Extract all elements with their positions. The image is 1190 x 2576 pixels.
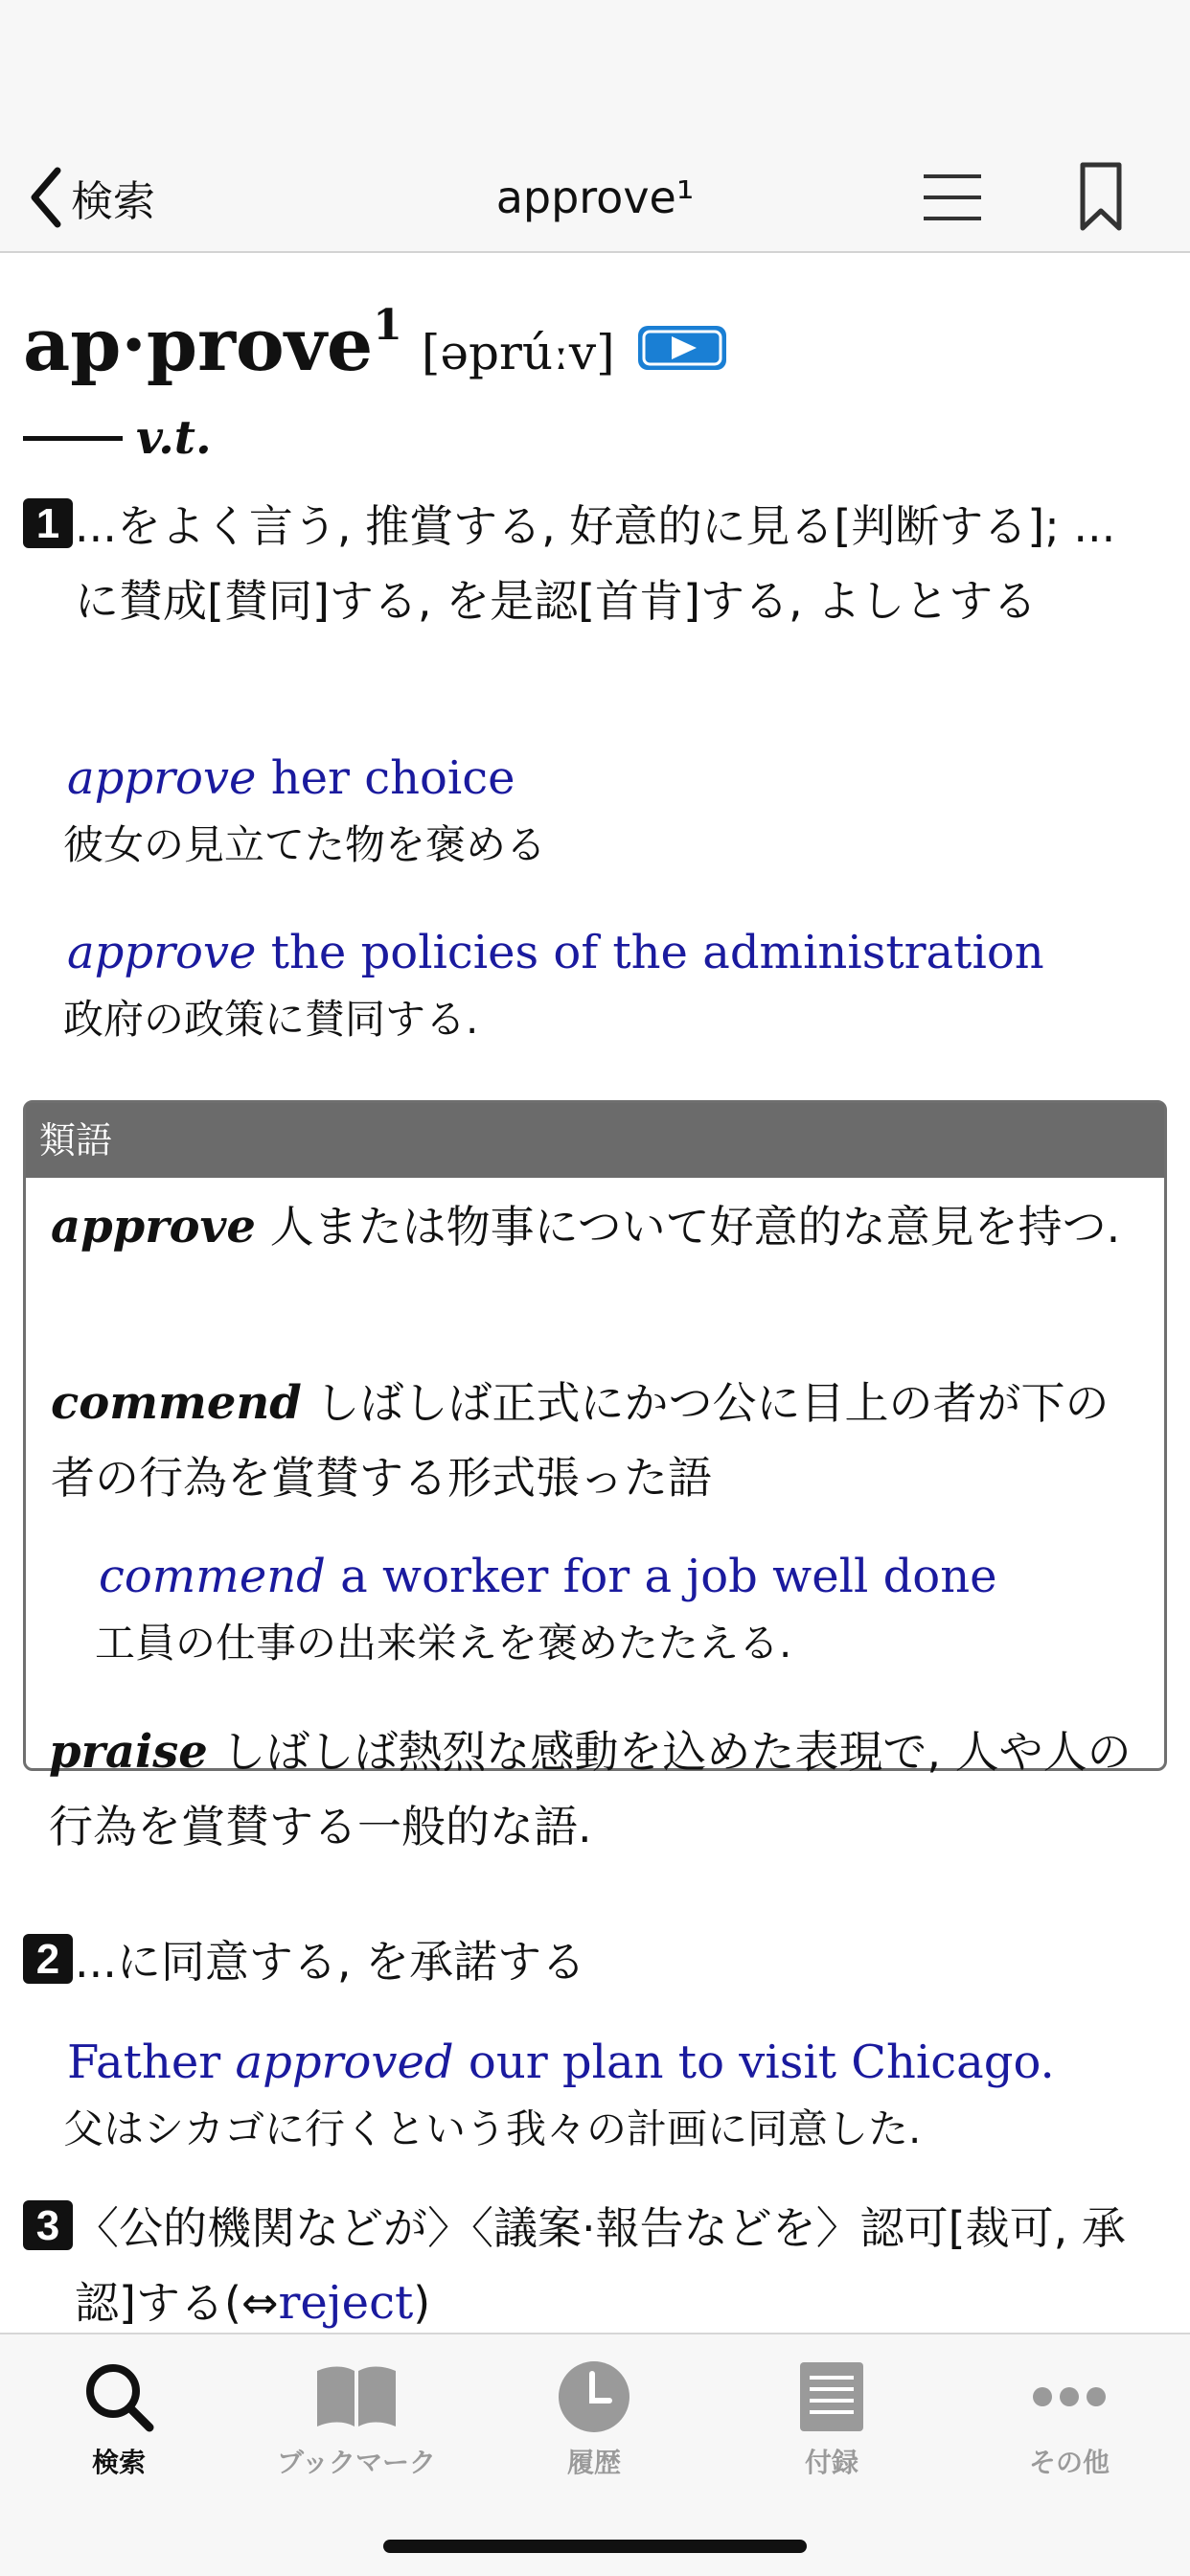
tab-bookmarks[interactable] — [238, 2334, 475, 2497]
sense-number: 3 — [23, 2200, 73, 2250]
headword — [23, 300, 402, 387]
example-keyword: approved — [235, 2036, 454, 2089]
sense-definition: ...に同意する, を承諾する — [75, 1936, 586, 1988]
sense-text-end: ) — [413, 2277, 431, 2329]
sense-definition — [75, 2191, 1154, 2340]
sense-number: 1 — [23, 498, 73, 548]
example-text: a worker for a job well done — [325, 1550, 997, 1603]
example-translation: 彼女の見立てた物を褒める — [63, 821, 547, 868]
home-indicator — [383, 2540, 807, 2553]
example-2 — [63, 918, 1169, 1052]
example-text-prefix: Father — [67, 2036, 236, 2089]
cross-reference-link[interactable]: reject — [278, 2276, 414, 2330]
example-english — [67, 2028, 1169, 2097]
status-bar-area — [0, 0, 1190, 144]
example-text: our plan to visit Chicago. — [453, 2036, 1055, 2089]
search-icon — [80, 2358, 157, 2435]
sense-1 — [23, 489, 1154, 638]
back-button-label: 検索 — [71, 177, 155, 226]
more-icon — [1031, 2385, 1108, 2408]
example-text: the policies of the administration — [256, 926, 1044, 979]
sense-number: 2 — [23, 1934, 73, 1984]
tab-label: 履歴 — [566, 2447, 621, 2478]
navigation-bar — [0, 144, 1190, 253]
book-icon — [313, 2363, 400, 2430]
headword-text: ap·prove — [23, 302, 374, 387]
example-3 — [63, 2028, 1169, 2162]
bookmark-icon — [1077, 161, 1125, 234]
tab-appendix[interactable] — [713, 2334, 950, 2497]
synonym-description: しばしば正式にかつ公に目上の者が下の者の行為を賞賛する形式張った語 — [51, 1377, 1110, 1504]
tab-label: 検索 — [91, 2447, 146, 2478]
synonyms-box — [23, 1100, 1167, 1852]
play-audio-button[interactable] — [636, 324, 728, 372]
sense-definition: ...をよく言う, 推賞する, 好意的に見る[判断する]; ...に賛成[賛同]する, を是認[首肯]する, よしとする — [75, 500, 1116, 627]
example-text: her choice — [256, 751, 515, 805]
bookmark-button[interactable] — [1077, 161, 1125, 234]
example-keyword: commend — [99, 1550, 326, 1603]
synonym-item — [51, 1189, 1143, 1264]
example-translation: 父はシカゴに行くという我々の計画に同意した. — [63, 2105, 922, 2152]
hamburger-icon — [922, 167, 983, 228]
entry-content[interactable] — [0, 253, 1190, 2333]
play-icon — [636, 324, 728, 372]
synonym-term: praise — [49, 1725, 208, 1779]
sense-3 — [23, 2191, 1154, 2340]
tab-label: ブックマーク — [276, 2447, 437, 2478]
sense-2 — [23, 1924, 1154, 1999]
synonym-item — [51, 1366, 1143, 1515]
tab-history[interactable] — [475, 2334, 713, 2497]
example-translation: 工員の仕事の出来栄えを褒めたたえる. — [95, 1620, 792, 1667]
synonym-term: approve — [51, 1200, 256, 1254]
sense-text: 〈公的機関などが〉〈議案·報告などを〉認可[裁可, 承認]する(⇔ — [75, 2202, 1126, 2329]
synonyms-header: 類語 — [26, 1103, 1164, 1178]
example-english — [99, 1542, 1153, 1611]
synonym-term: commend — [51, 1376, 302, 1430]
tab-more[interactable] — [950, 2334, 1188, 2497]
synonym-description: 人または物事について好意的な意見を持つ. — [255, 1201, 1121, 1253]
headword-superscript: 1 — [373, 300, 402, 350]
pos-dash — [23, 436, 123, 441]
document-icon — [798, 2360, 865, 2433]
tab-label: その他 — [1028, 2447, 1110, 2478]
example-translation: 政府の政策に賛同する. — [63, 996, 479, 1043]
example-keyword: approve — [67, 751, 257, 805]
menu-button[interactable] — [922, 167, 983, 228]
chevron-left-icon — [29, 167, 63, 228]
page-title: approve¹ — [495, 172, 695, 223]
example-english — [67, 918, 1169, 987]
tab-label: 付録 — [804, 2447, 858, 2478]
tab-search[interactable] — [0, 2334, 238, 2497]
part-of-speech-row — [23, 404, 212, 472]
example-keyword: approve — [67, 926, 257, 979]
synonym-description: しばしば熱烈な感動を込めた表現で, 人や人の行為を賞賛する一般的な語. — [49, 1726, 1132, 1852]
synonym-item — [49, 1714, 1141, 1864]
pronunciation: [əprúːv] — [421, 325, 615, 380]
part-of-speech: v.t. — [136, 411, 212, 465]
example-1 — [63, 744, 1169, 878]
example-english — [67, 744, 1169, 813]
clock-icon — [556, 2358, 632, 2435]
back-button[interactable] — [29, 163, 155, 232]
synonym-example — [95, 1542, 1153, 1676]
headword-row — [23, 286, 728, 387]
